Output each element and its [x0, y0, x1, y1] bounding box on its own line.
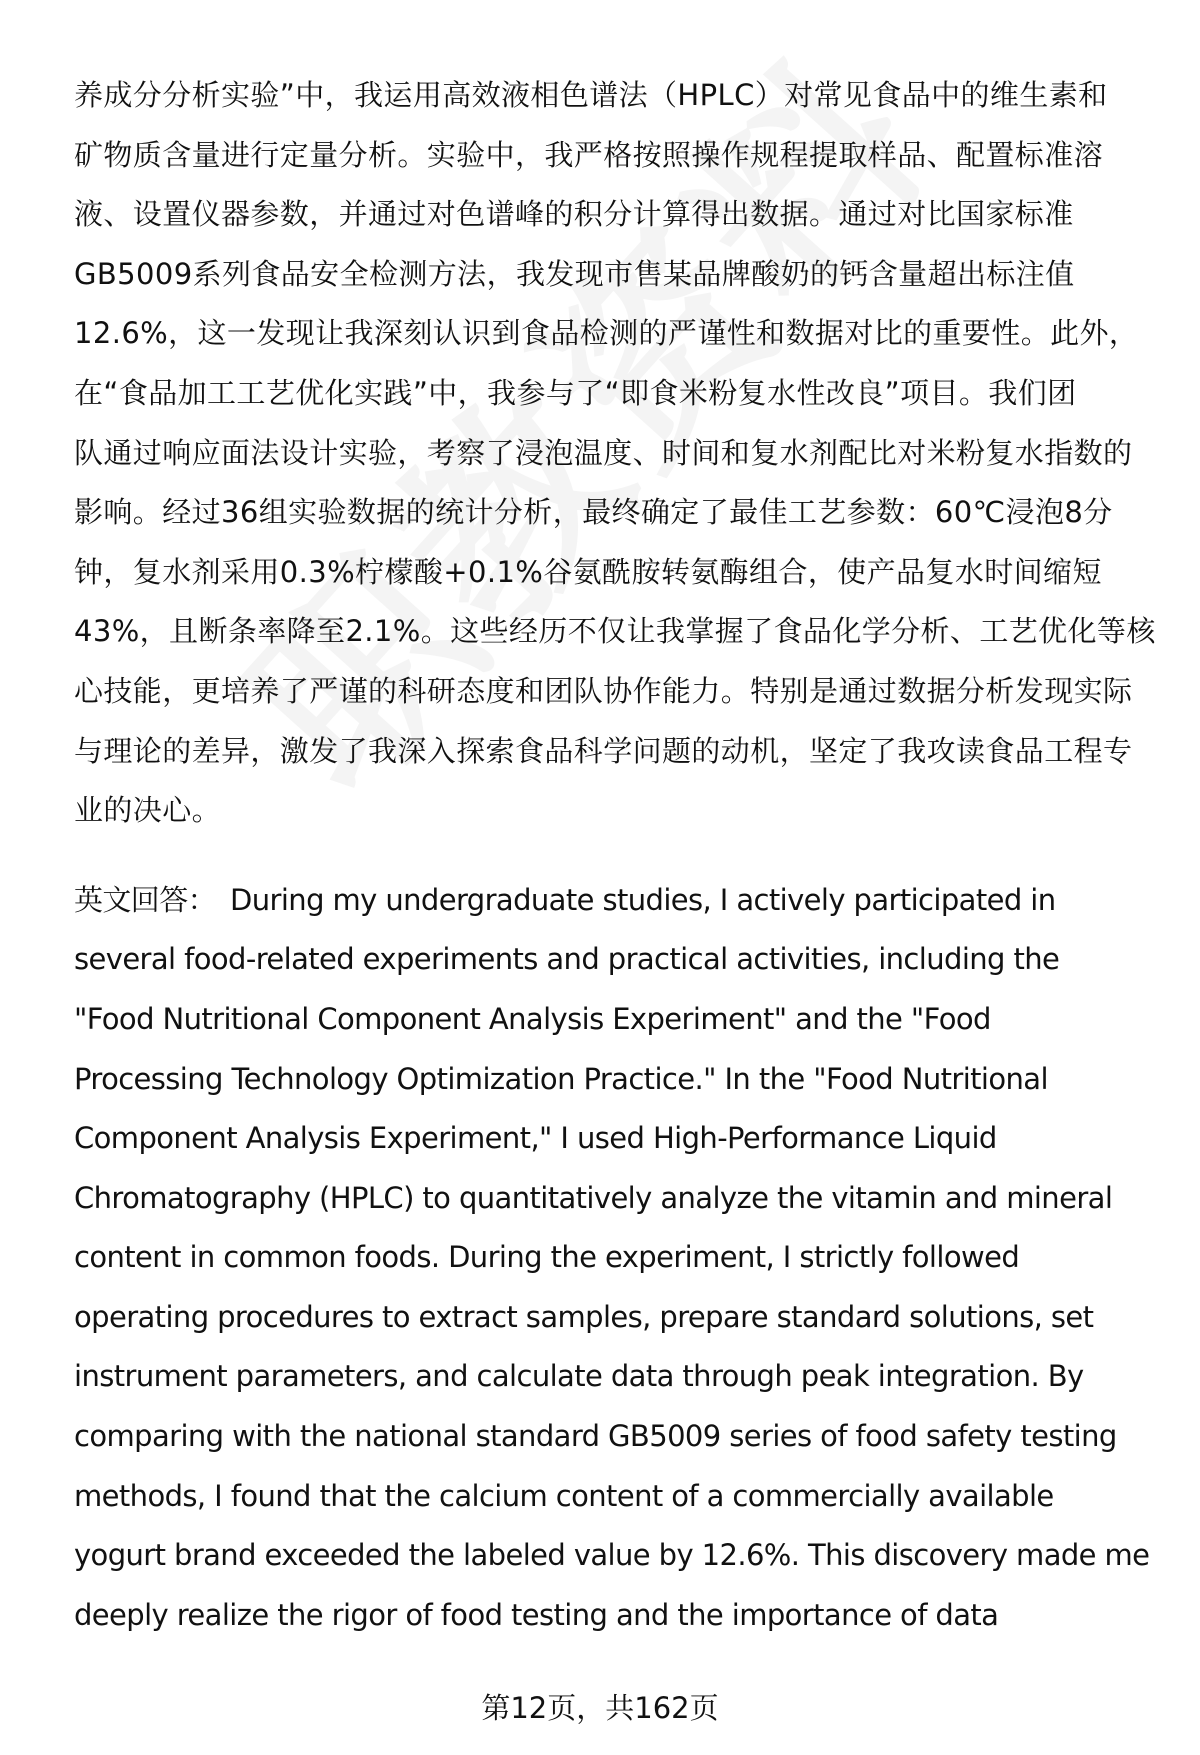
english-answer-paragraph	[74, 871, 1154, 1646]
text-line: Processing Technology Optimization Practice." In the "Food Nutritional	[74, 1061, 1048, 1096]
text-line: methods, I found that the calcium content of a commercially available	[74, 1478, 1054, 1513]
text-line: several food-related experiments and practical activities, including the	[74, 942, 1060, 977]
text-line: 矿物质含量进行定量分析。实验中，我严格按照操作规程提取样品、配置标准溶	[74, 137, 1104, 172]
text-line: 液、设置仪器参数，并通过对色谱峰的积分计算得出数据。通过对比国家标准	[74, 197, 1074, 232]
english-answer-label: 英文回答：	[74, 882, 217, 917]
text-line: "Food Nutritional Component Analysis Experiment" and the "Food	[74, 1001, 991, 1036]
text-line: 心技能，更培养了严谨的科研态度和团队协作能力。特别是通过数据分析发现实际	[74, 673, 1133, 708]
text-line: instrument parameters, and calculate data through peak integration. By	[74, 1359, 1084, 1394]
document-page	[74, 66, 1154, 1645]
text-line: 钟，复水剂采用0.3%柠檬酸+0.1%谷氨酰胺转氨酶组合，使产品复水时间缩短	[74, 554, 1102, 589]
text-line: 43%，且断条率降至2.1%。这些经历不仅让我掌握了食品化学分析、工艺优化等核	[74, 614, 1156, 649]
text-line: content in common foods. During the experiment, I strictly followed	[74, 1240, 1020, 1275]
text-line: Component Analysis Experiment," I used High-Performance Liquid	[74, 1121, 997, 1156]
text-line: 影响。经过36组实验数据的统计分析，最终确定了最佳工艺参数：60℃浸泡8分	[74, 495, 1113, 530]
text-line: 队通过响应面法设计实验，考察了浸泡温度、时间和复水剂配比对米粉复水指数的	[74, 435, 1133, 470]
text-line	[74, 871, 1154, 931]
text-line: 养成分分析实验”中，我运用高效液相色谱法（HPLC）对常见食品中的维生素和	[74, 78, 1108, 112]
text-line: Chromatography (HPLC) to quantitatively analyze the vitamin and mineral	[74, 1180, 1113, 1215]
text-line: 与理论的差异，激发了我深入探索食品科学问题的动机，坚定了我攻读食品工程专	[74, 733, 1133, 768]
text-line: 业的决心。	[74, 793, 222, 828]
text-line-content: During my undergraduate studies, I actively participated in	[230, 882, 1056, 917]
text-line: deeply realize the rigor of food testing and the importance of data	[74, 1597, 999, 1632]
text-line: 12.6%，这一发现让我深刻认识到食品检测的严谨性和数据对比的重要性。此外，	[74, 316, 1139, 351]
page-number-footer: 第12页，共162页	[481, 1691, 719, 1725]
text-line: operating procedures to extract samples, prepare standard solutions, set	[74, 1299, 1094, 1334]
text-line: 在“食品加工工艺优化实践”中，我参与了“即食米粉复水性改良”项目。我们团	[74, 375, 1077, 410]
text-line: yogurt brand exceeded the labeled value by 12.6%. This discovery made me	[74, 1538, 1150, 1573]
chinese-paragraph	[74, 66, 1154, 841]
text-line: comparing with the national standard GB5009 series of food safety testing	[74, 1419, 1117, 1454]
text-line: GB5009系列食品安全检测方法，我发现市售某品牌酸奶的钙含量超出标注值	[74, 256, 1075, 291]
